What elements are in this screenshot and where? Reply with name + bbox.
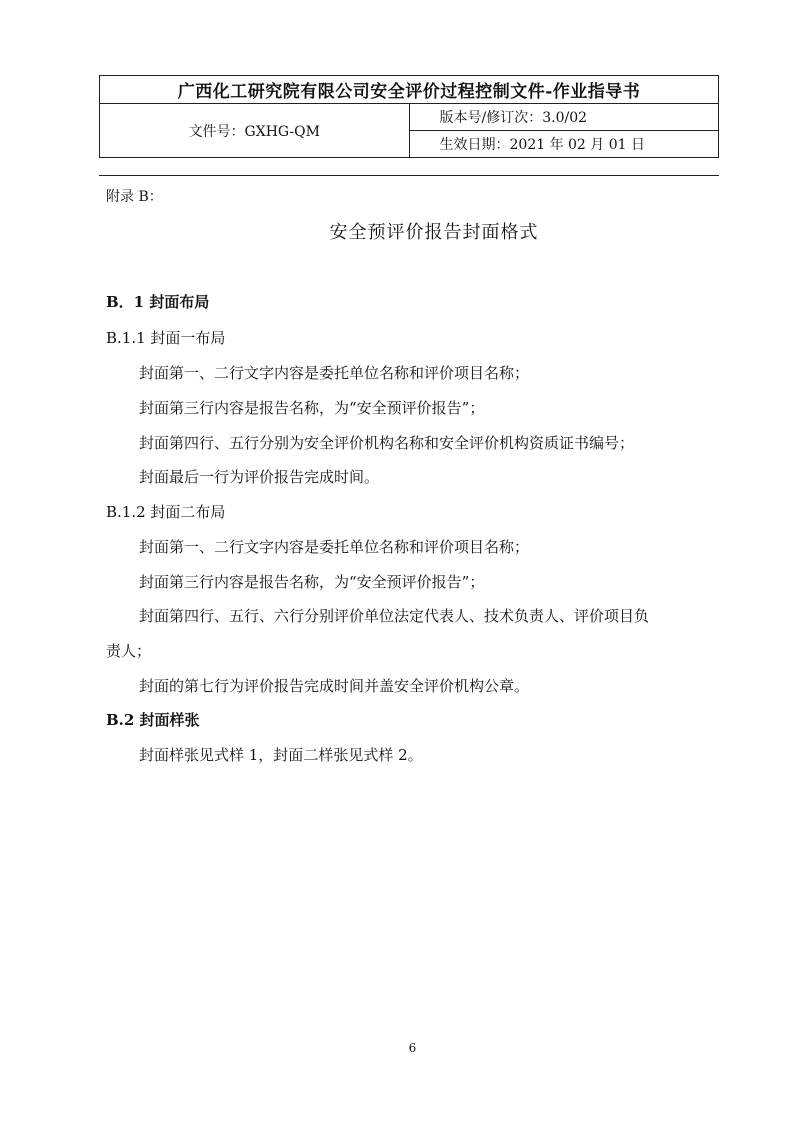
header-table [99, 75, 719, 158]
appendix-label: 附录 B： [106, 189, 163, 205]
paragraph-line: 封面最后一行为评价报告完成时间。 [139, 468, 380, 486]
paragraph-line: 封面的第七行为评价报告完成时间并盖安全评价机构公章。 [139, 677, 530, 695]
paragraph-line: 封面第三行内容是报告名称，为“安全预评价报告”； [139, 573, 485, 591]
subsection-heading-b11: B.1.1 封面一布局 [106, 329, 226, 347]
section-heading-b1: B．1 封面布局 [106, 293, 210, 311]
effective-date: 生效日期：2021 年 02 月 01 日 [409, 131, 719, 158]
document-title: 安全预评价报告封面格式 [329, 222, 539, 243]
paragraph-line: 封面第四行、五行、六行分别评价单位法定代表人、技术负责人、评价项目负 [139, 607, 650, 625]
section-heading-b2: B.2 封面样张 [106, 711, 200, 729]
paragraph-line: 封面第四行、五行分别为安全评价机构名称和安全评价机构资质证书编号； [139, 434, 635, 452]
header-divider [99, 175, 719, 176]
subsection-heading-b12: B.1.2 封面二布局 [106, 503, 226, 521]
paragraph-line: 封面第三行内容是报告名称，为“安全预评价报告”； [139, 399, 485, 417]
paragraph-line: 责人； [106, 642, 152, 660]
paragraph-line: 封面第一、二行文字内容是委托单位名称和评价项目名称； [139, 538, 530, 556]
header-title: 广西化工研究院有限公司安全评价过程控制文件-作业指导书 [100, 76, 719, 104]
paragraph-line: 封面第一、二行文字内容是委托单位名称和评价项目名称； [139, 364, 530, 382]
page-number: 6 [408, 1041, 417, 1055]
file-number: 文件号：GXHG-QM [100, 104, 410, 158]
paragraph-line: 封面样张见式样 1，封面二样张见式样 2。 [139, 746, 423, 764]
version-number: 版本号/修订次：3.0/02 [409, 104, 719, 131]
